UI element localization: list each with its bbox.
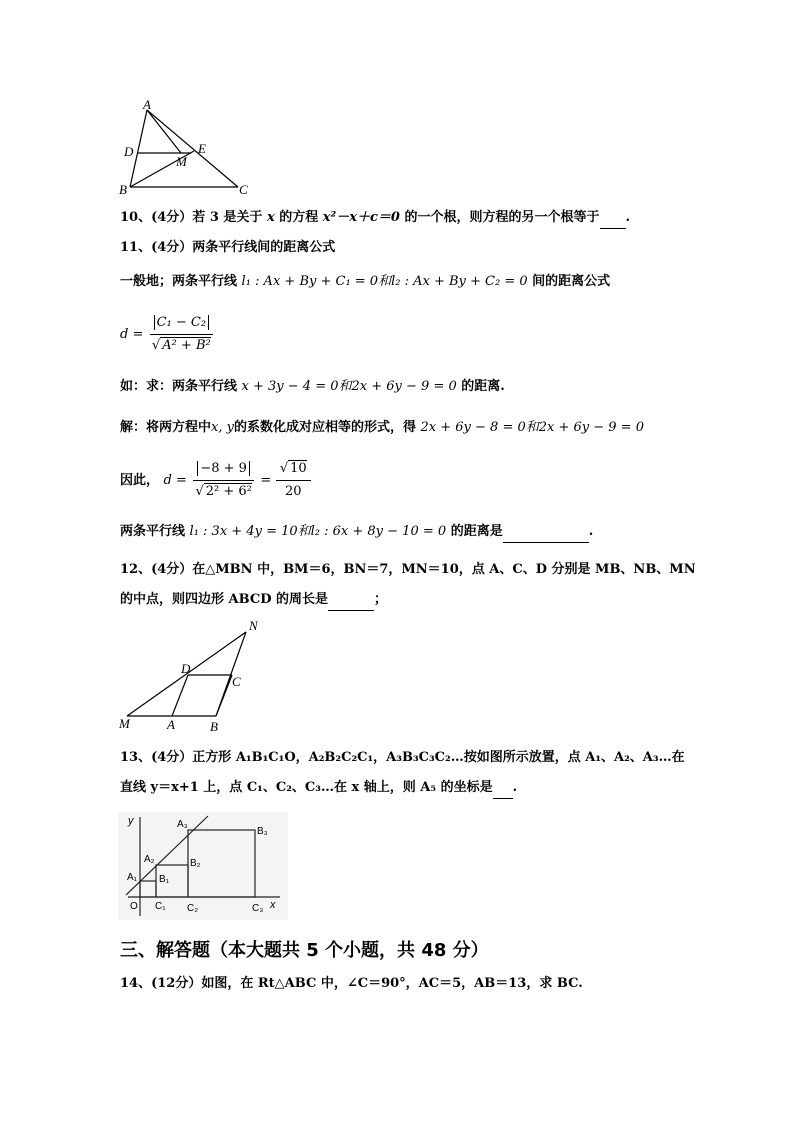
q11-solution <box>120 418 644 438</box>
q11-calc-num: −8 + 9 <box>197 461 250 476</box>
squares-diagram <box>118 812 288 920</box>
q10-prefix: 10、(4分）若 <box>120 210 206 225</box>
q11-example-prefix: 如：求：两条平行线 <box>120 379 238 394</box>
label-A: A <box>167 717 175 732</box>
label-A3: A₃ <box>177 819 188 830</box>
axis-x-label: x <box>270 899 276 911</box>
q11-example-suffix: 的距离. <box>461 379 505 394</box>
q11-line1-suffix: 间的距离公式 <box>532 274 611 289</box>
q10-equation: x²－x＋c＝0 <box>322 210 400 225</box>
label-M: M <box>176 154 187 169</box>
q11-calc-res-den: 20 <box>284 484 302 499</box>
label-M: M <box>119 716 130 731</box>
q11-line1-prefix: 一般地；两条平行线 <box>120 274 238 289</box>
label-C3: C₃ <box>252 903 264 914</box>
q10-suffix: 的一个根，则方程的另一个根等于 <box>404 210 600 225</box>
label-C2: C₂ <box>187 903 199 914</box>
q13-answer-blank[interactable] <box>493 778 513 799</box>
q11-question <box>120 522 593 543</box>
label-N: N <box>249 618 258 633</box>
q11-formula-den: A² + B² <box>162 338 211 353</box>
q11-question-suffix: 的距离是 <box>450 524 503 539</box>
label-B: B <box>210 719 218 734</box>
triangle-dme-diagram <box>110 95 270 200</box>
label-D: D <box>124 144 134 159</box>
label-A: A <box>143 97 151 112</box>
q11-example-eq: x + 3y − 4 = 0和2x + 6y − 9 = 0 <box>241 379 457 394</box>
question-10 <box>120 208 630 229</box>
q12-line2 <box>120 590 387 611</box>
q13-line2-end: . <box>512 780 518 795</box>
label-A2: A₂ <box>144 854 155 865</box>
q10-var: x <box>266 210 275 225</box>
q11-sol-mid: 的系数化成对应相等的形式，得 <box>233 420 416 435</box>
question-11-title: 11、(4分）两条平行线间的距离公式 <box>120 240 336 255</box>
q11-answer-blank[interactable] <box>503 522 589 543</box>
q11-therefore: 因此， <box>120 473 160 488</box>
q13-line1: 13、(4分）正方形 A₁B₁C₁O，A₂B₂C₂C₁，A₃B₃C₃C₂…按如图所示放置，点 A₁、A₂、A₃…在 <box>120 750 685 765</box>
label-C: C <box>239 182 248 197</box>
label-B1: B₁ <box>159 874 170 885</box>
label-B3: B₃ <box>257 826 268 837</box>
label-C1: C₁ <box>155 901 166 912</box>
axis-y-label: y <box>128 815 134 827</box>
q11-sol-prefix: 解：将两方程中 <box>120 420 212 435</box>
q11-formula-num: C₁ − C₂ <box>154 315 209 330</box>
q11-calc-den: 2² + 6² <box>205 484 252 499</box>
q11-calc-eq: = <box>260 473 272 488</box>
label-D: D <box>181 661 191 676</box>
label-A1: A₁ <box>127 872 138 883</box>
figure-mbn <box>115 618 275 738</box>
figure-squares <box>118 812 288 920</box>
q12-line1: 12、(4分）在△MBN 中，BM＝6，BN＝7，MN＝10，点 A、C、D 分别是 MB、NB、MN <box>120 562 696 577</box>
q11-formula-lhs: d = <box>120 327 144 342</box>
q11-sol-eq: 2x + 6y − 8 = 0和2x + 6y − 9 = 0 <box>420 420 644 435</box>
q11-sol-vars: x, y <box>211 420 234 435</box>
q11-question-prefix: 两条平行线 <box>120 524 186 539</box>
q11-calc: 因此， d = $\frac{-8 + 9}{\text{√ 2² + 6²}}$ = $\frac{√ 10}{20}$ <box>120 458 311 503</box>
q11-calc-lhs: d = <box>163 473 187 488</box>
q10-answer-blank[interactable] <box>600 208 626 229</box>
q11-question-eq: l₁ : 3x + 4y = 10和l₂ : 6x + 8y − 10 = 0 <box>189 524 447 539</box>
q12-answer-blank[interactable] <box>328 590 374 611</box>
q13-line2-prefix: 直线 y＝x+1 上，点 C₁、C₂、C₃…在 x 轴上，则 A₅ 的坐标是 <box>120 780 493 795</box>
mbn-diagram <box>115 618 275 738</box>
label-B: B <box>119 182 127 197</box>
figure-triangle-dme <box>110 95 270 200</box>
label-E: E <box>198 141 206 156</box>
label-C: C <box>232 674 241 689</box>
q11-line1 <box>120 272 610 292</box>
q11-formula: d = $\frac{\text{C₁ − C₂}}{\text{√ A² + B²}}$ <box>120 312 215 357</box>
q10-mid2: 的方程 <box>279 210 319 225</box>
q11-question-end: . <box>588 524 594 539</box>
question-14: 14、(12分）如图，在 Rt△ABC 中，∠C＝90°，AC＝5，AB＝13，求 BC. <box>120 976 583 991</box>
q10-num: 3 <box>209 210 219 225</box>
q11-line1-equations: l₁ : Ax + By + C₁ = 0和l₂ : Ax + By + C₂ = 0 <box>241 274 528 289</box>
label-B2: B₂ <box>190 858 201 869</box>
origin-label: O <box>130 901 138 912</box>
section-3-heading: 三、解答题（本大题共 5 个小题，共 48 分） <box>120 940 489 961</box>
q10-end: . <box>625 210 631 225</box>
q12-line2-prefix: 的中点，则四边形 ABCD 的周长是 <box>120 592 328 607</box>
q12-line2-end: ； <box>374 592 388 607</box>
q11-calc-res-num: 10 <box>290 461 307 476</box>
q13-line2 <box>120 778 517 799</box>
q10-mid1: 是关于 <box>223 210 263 225</box>
q11-example <box>120 377 505 397</box>
